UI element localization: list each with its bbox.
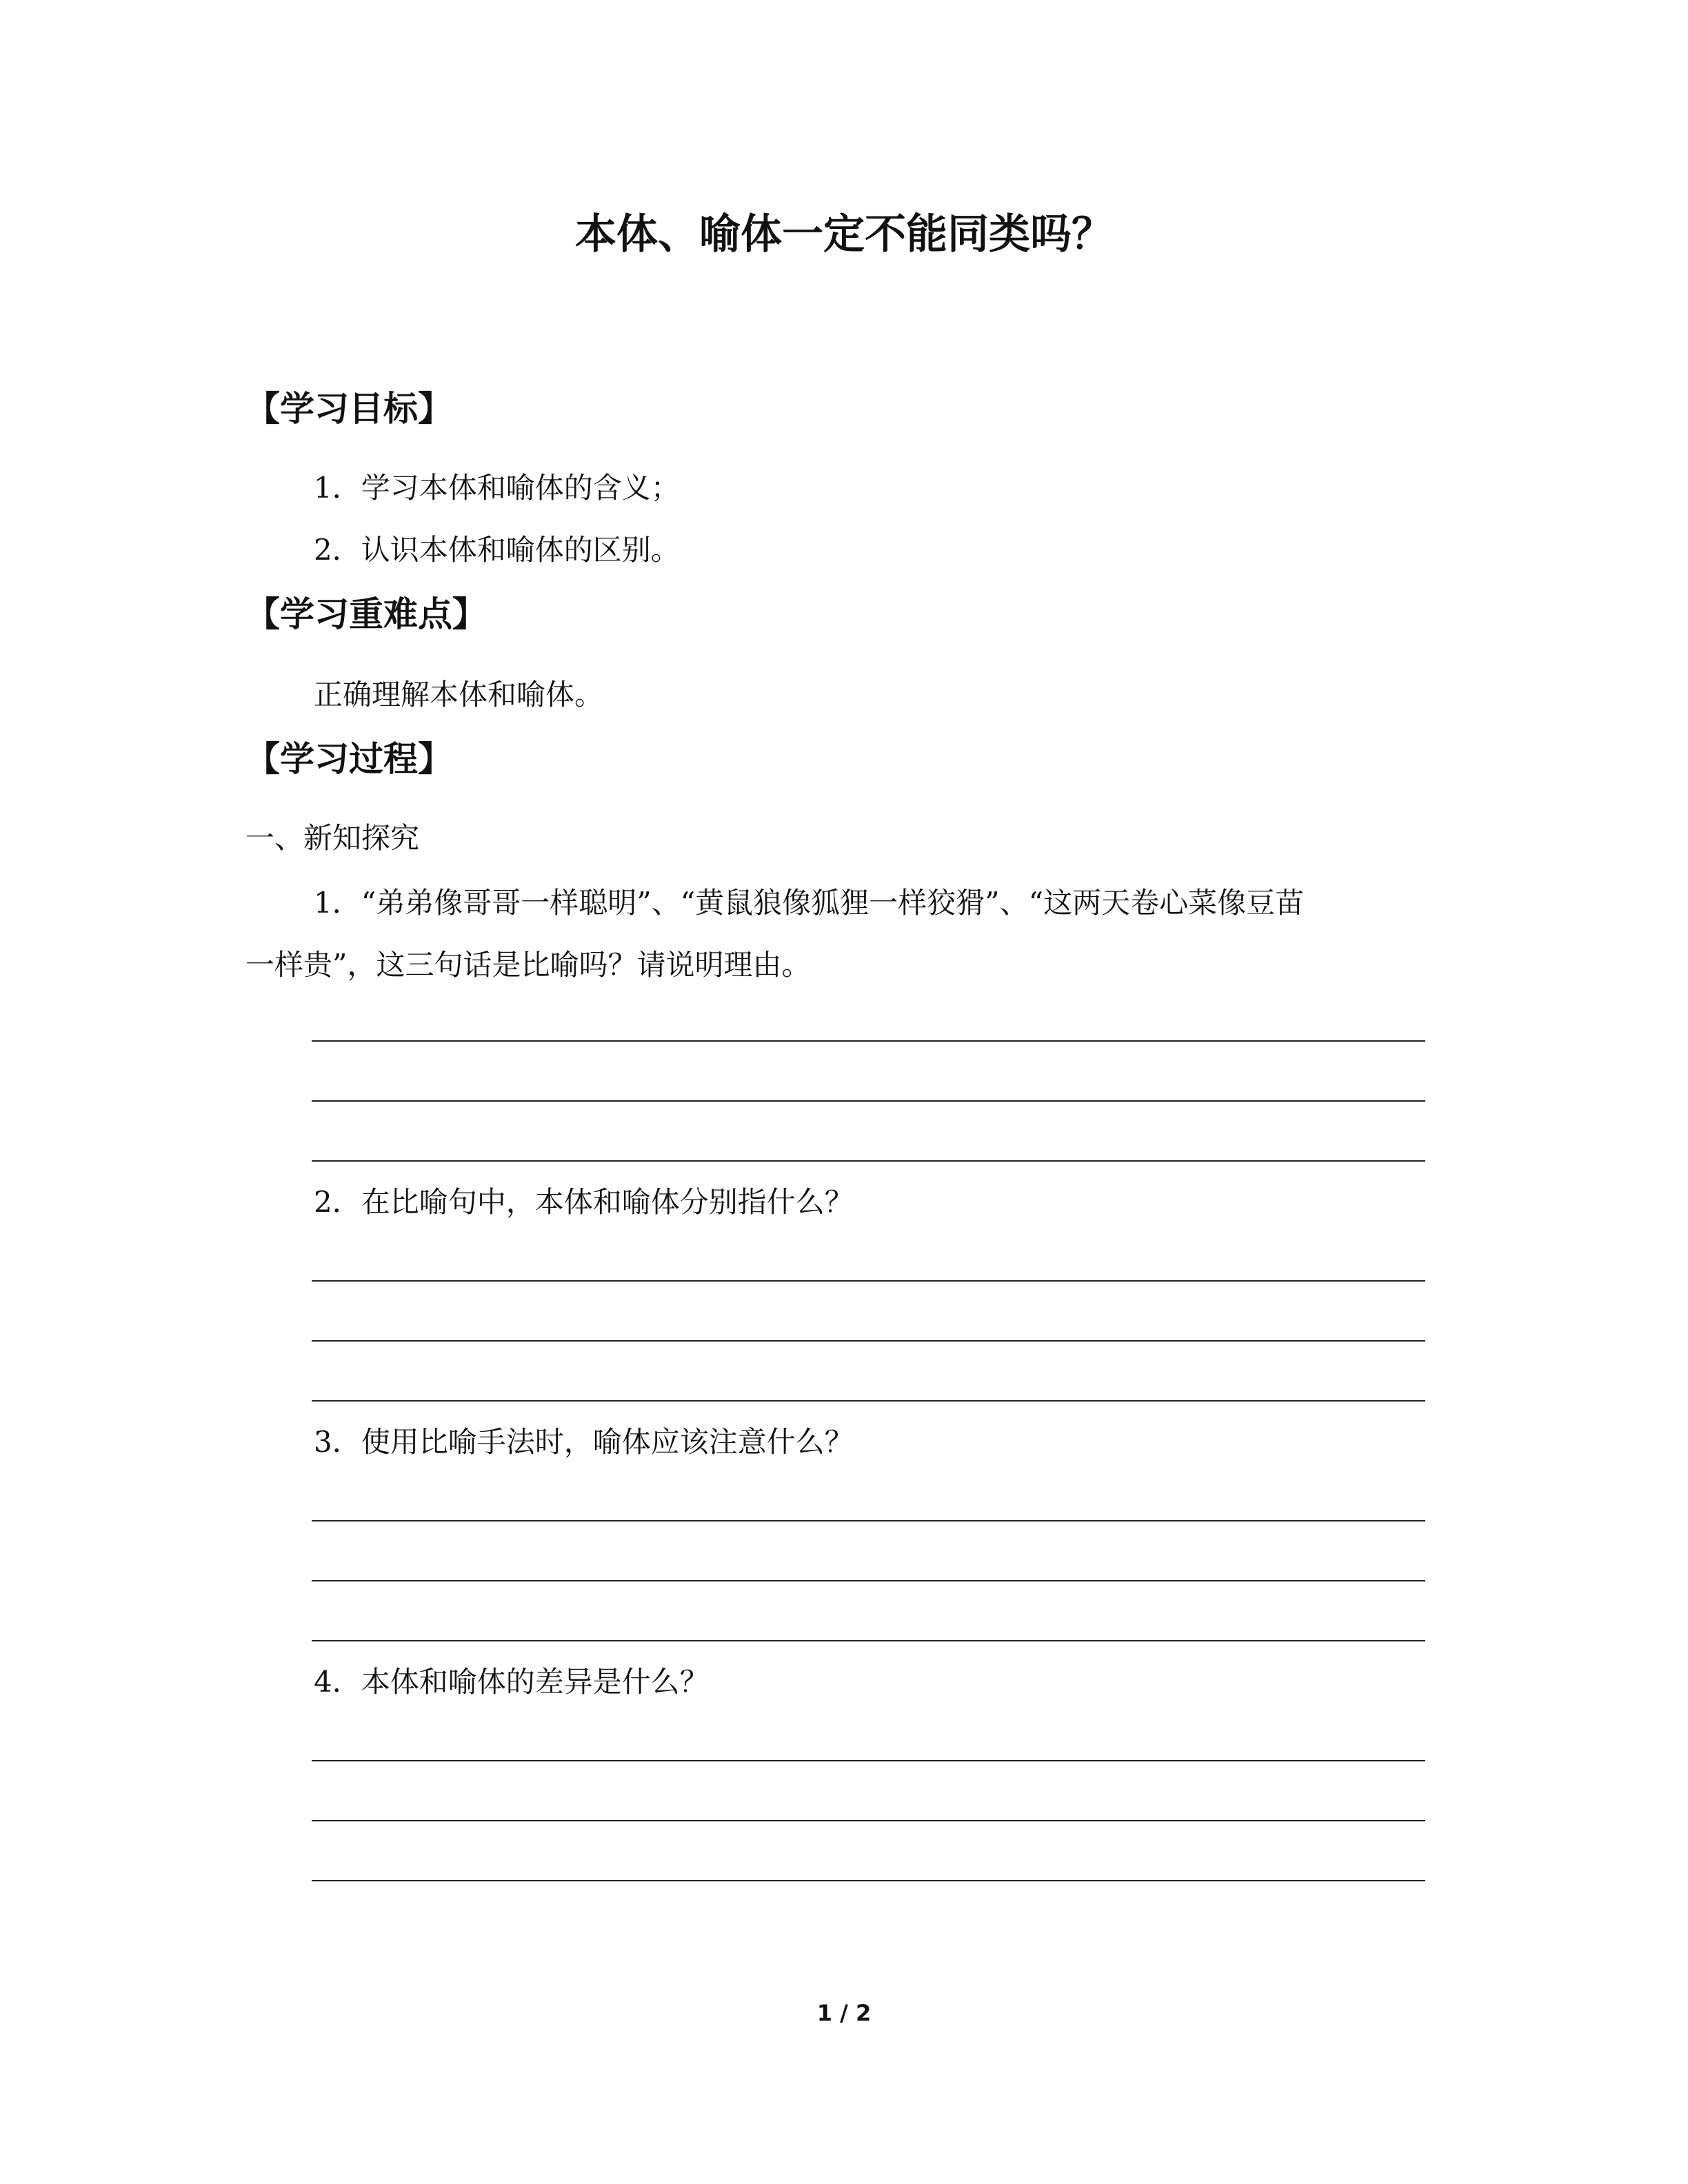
section-heading-process: 【学习过程】 xyxy=(245,739,452,779)
answer-line xyxy=(312,1640,1425,1641)
answer-line xyxy=(312,1880,1425,1881)
answer-line xyxy=(312,1820,1425,1821)
answer-line xyxy=(312,1760,1425,1761)
answer-line xyxy=(312,1580,1425,1581)
question-4: 4．本体和喻体的差异是什么？ xyxy=(314,1665,709,1699)
question-1-line-2: 一样贵”，这三句话是比喻吗？请说明理由。 xyxy=(245,948,811,982)
question-2: 2．在比喻句中，本体和喻体分别指什么？ xyxy=(314,1185,854,1219)
answer-line xyxy=(312,1160,1425,1162)
answer-line xyxy=(312,1520,1425,1521)
question-1-line-1: 1．“弟弟像哥哥一样聪明”、“黄鼠狼像狐狸一样狡猾”、“这两天卷心菜像豆苗 xyxy=(314,886,1305,920)
process-subheading: 一、新知探究 xyxy=(245,821,420,855)
page-title: 本体、喻体一定不能同类吗？ xyxy=(575,210,1113,259)
page-number: 1 / 2 xyxy=(816,2000,872,2026)
answer-line xyxy=(312,1400,1425,1402)
section-heading-key-points: 【学习重难点】 xyxy=(245,594,487,634)
objective-item-1: 1．学习本体和喻体的含义； xyxy=(314,471,680,505)
answer-line xyxy=(312,1040,1425,1042)
section-heading-objectives: 【学习目标】 xyxy=(245,389,452,429)
objective-item-2: 2．认识本体和喻体的区别。 xyxy=(314,533,680,567)
answer-line xyxy=(312,1340,1425,1342)
answer-line xyxy=(312,1100,1425,1102)
question-3: 3．使用比喻手法时，喻体应该注意什么？ xyxy=(314,1425,854,1459)
key-points-text: 正确理解本体和喻体。 xyxy=(314,678,604,711)
answer-line xyxy=(312,1280,1425,1282)
